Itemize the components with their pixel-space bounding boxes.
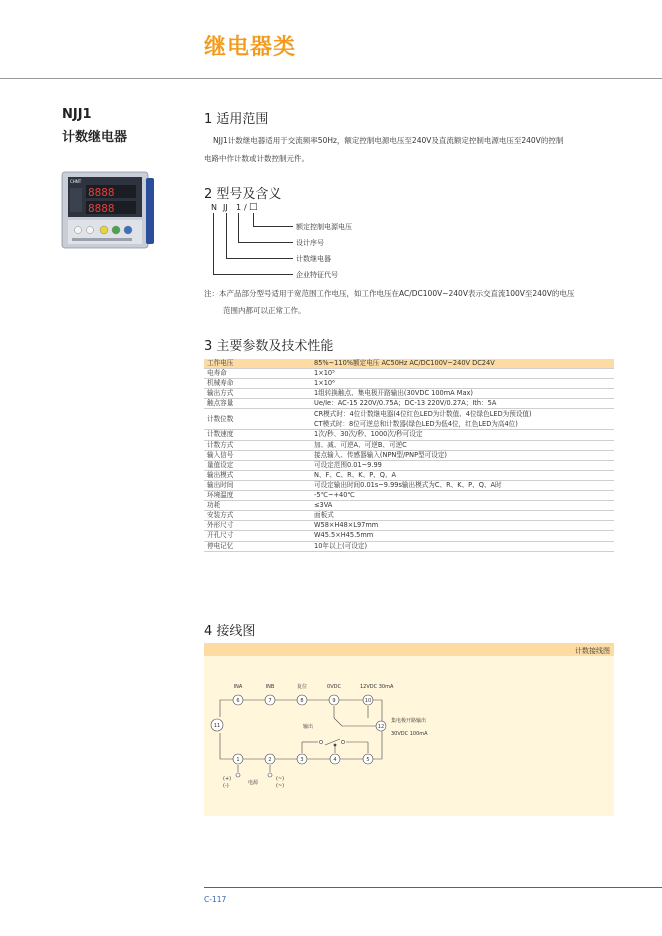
table-row [204,480,614,490]
param-name: 输出方式 [204,389,311,399]
param-value: 85%~110%额定电压 AC50Hz AC/DC100V~240V DC24V [311,359,614,369]
code-line-3h [226,258,293,259]
polarity-right-ac2: (~) [276,783,285,789]
wire-transistor-12 [334,718,376,726]
section-1-line-1: NJJ1计数继电器适用于交流频率50Hz，额定控制电源电压至240V及直流额定控制电源电压至240V的控制 [213,136,564,145]
wiring-diagram-header [204,643,614,656]
label-power: 电源 [248,780,259,786]
table-row [204,470,614,480]
note-line-1: 注：本产品部分型号适用于宽范围工作电压，如工作电压在AC/DC100V~240V表示交直流100V至240V的电压 [204,289,575,298]
param-value: 1次/秒、30次/秒、1000次/秒可设定 [311,430,614,440]
param-value: W45.5×H45.5mm [311,531,614,541]
header-divider [0,78,662,79]
param-value: 加、减、可逆A、可逆B、可逆C [311,440,614,450]
label-output: 输出 [303,724,314,730]
wire-t11-bottom [220,733,233,759]
note-line-2: 范围内都可以正常工作。 [223,306,306,315]
param-name: 计数速度 [204,430,311,440]
table-row [204,501,614,511]
code-label-design: 设计序号 [296,239,324,247]
product-name: 计数继电器 [62,130,128,145]
wire-t11-top [220,700,233,717]
terminal-9-label: 9 [332,698,336,704]
param-name: 计数位数 [204,409,311,430]
param-name: 触点容量 [204,399,311,409]
param-value: 可设定输出时间0.01s~9.99s输出模式为C、R、K、P、Q、A时 [311,480,614,490]
terminal-12-label: 12 [377,724,385,730]
device-display-bottom: 8888 [88,202,115,215]
terminal-7-label: 7 [268,698,272,704]
footer-divider [204,887,662,888]
polarity-left-plus: (+) [223,776,232,782]
label-12vdc: 12VDC 30mA [360,684,394,690]
section-1-title: 1 适用范围 [204,112,269,127]
terminal-11-label: 11 [213,723,221,729]
param-value: ≤3VA [311,501,614,511]
terminal-1-label: 1 [236,757,240,763]
param-value: 1组转换触点、集电极开路输出(30VDC 100mA Max) [311,389,614,399]
param-value: 可设定范围0.01~9.99 [311,460,614,470]
param-name: 工作电压 [204,359,311,369]
label-open-collector: 集电极开路输出 [391,718,427,724]
param-value: 1×10⁶ [311,379,614,389]
table-row [204,409,614,430]
label-inb: INB [265,684,275,690]
power-terminal-left [236,773,240,777]
product-model: NJJ1 [62,107,92,122]
header-title: 继电器类 [204,35,297,60]
param-name: 计数方式 [204,440,311,450]
section-4-title: 4 接线图 [204,624,256,639]
code-label-relay: 计数继电器 [296,255,331,263]
param-value: Ue/Ie：AC-15 220V/0.75A；DC-13 220V/0.27A；Ith：5A [311,399,614,409]
param-name: 量值设定 [204,460,311,470]
table-row [204,491,614,501]
table-row [204,359,614,369]
param-name: 外形尺寸 [204,521,311,531]
table-row [204,450,614,460]
table-row [204,389,614,399]
code-label-voltage: 额定控制电源电压 [296,223,352,231]
page-number: C-117 [204,895,227,904]
param-value: W58×H48×L97mm [311,521,614,531]
param-value: N、F、C、R、K、P、Q、A [311,470,614,480]
label-oc-rating: 30VDC 100mA [391,731,428,737]
param-name: 停电记忆 [204,541,311,551]
table-row [204,379,614,389]
code-label-enterprise: 企业特征代号 [296,271,338,279]
contact-nc-point [319,740,322,743]
table-row [204,521,614,531]
polarity-left-minus: (-) [223,783,229,789]
model-code-slash: / [244,203,247,212]
code-line-4h [213,274,293,275]
table-row [204,399,614,409]
power-terminal-right [268,773,272,777]
label-reset: 复位 [296,684,308,690]
param-value: CR模式时：4位计数继电器(4位红色LED为计数值、4位绿色LED为预设值) [314,410,532,419]
param-name: 输入信号 [204,450,311,460]
code-line-2h [238,242,293,243]
param-name: 功耗 [204,501,311,511]
table-row [204,430,614,440]
device-brand-text: CHNT [70,179,82,184]
contact-blade [325,739,340,745]
parameter-table [204,359,614,552]
param-name: 输出模式 [204,470,311,480]
table-row [204,369,614,379]
model-code-box: □ [249,202,258,212]
label-ina: INA [233,684,243,690]
table-row [204,511,614,521]
param-value: 10年以上(可设定) [311,541,614,551]
param-value: 1×10⁵ [311,369,614,379]
param-name: 环境温度 [204,491,311,501]
contact-pivot [334,744,337,747]
model-code-char-1: 1 [236,203,242,212]
model-code-char-n: N [211,203,217,212]
terminal-3-label: 3 [300,757,304,763]
param-value: -5℃~+40℃ [311,491,614,501]
terminal-6-label: 6 [236,698,240,704]
param-name: 开孔尺寸 [204,531,311,541]
param-value: CT模式时：8位可逆总和计数器(绿色LED为低4位，红色LED为高4位) [314,420,518,429]
contact-no-point [341,740,344,743]
terminal-8-label: 8 [300,698,304,704]
table-row [204,541,614,551]
table-row [204,460,614,470]
terminal-5-label: 5 [366,757,370,763]
param-name: 安装方式 [204,511,311,521]
model-code-char-jj: JJ [223,203,228,212]
param-name: 机械寿命 [204,379,311,389]
param-value-multiline [311,409,614,430]
param-value: 面板式 [311,511,614,521]
code-line-1h [253,226,293,227]
product-image [60,168,156,252]
code-line-1 [253,213,254,226]
table-row [204,440,614,450]
section-1-line-2: 电路中作计数或计数控制元件。 [204,154,309,163]
param-name: 电寿命 [204,369,311,379]
terminal-4-label: 4 [333,757,337,763]
terminal-10-label: 10 [364,698,372,704]
section-3-title: 3 主要参数及技术性能 [204,339,334,354]
label-0vdc: 0VDC [327,684,341,690]
section-2-title: 2 型号及含义 [204,187,282,202]
code-line-3 [226,213,227,258]
wiring-diagram-title: 计数接线图 [575,647,610,655]
param-value: 接点输入、传感器输入(NPN型/PNP型可设定) [311,450,614,460]
param-name: 输出时间 [204,480,311,490]
terminal-2-label: 2 [268,757,272,763]
device-display-top: 8888 [88,186,115,199]
code-line-4 [213,213,214,274]
wiring-diagram [204,656,614,816]
polarity-right-ac1: (~) [276,776,285,782]
table-row [204,531,614,541]
code-line-2 [238,213,239,242]
